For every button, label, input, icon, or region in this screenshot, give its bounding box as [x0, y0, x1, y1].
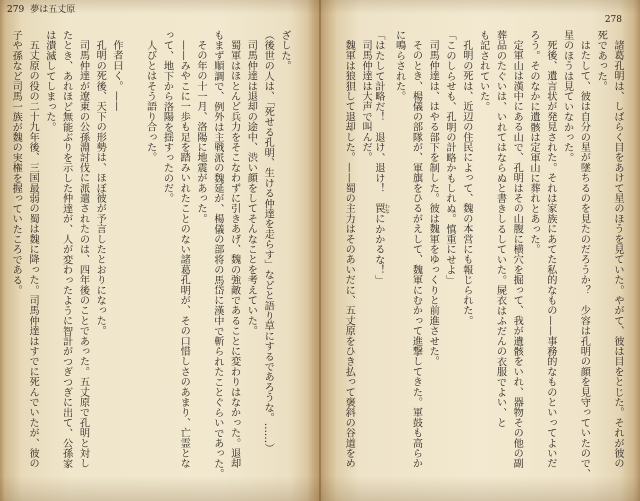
text-column: （後世の人は、「死せる孔明、生ける仲達を走らす」などと語り草にするであろうな。……） — [262, 30, 274, 454]
text-column: 孔明の死は、近辺の住民によって、魏の本営にも報じられた。 — [460, 40, 472, 326]
text-column: 人びとはそう語り合った。 — [144, 40, 156, 163]
text-column: 司馬仲達は退却の途中、渋い顔をしてそんなことを考えていた。 — [245, 40, 257, 336]
page-right-text — [339, 30, 625, 498]
page-number-right: 278 — [604, 15, 622, 25]
text-column: 諸葛孔明は、しばらく目をあけて星のほうを見ていた。やがて、彼は目をとじた。それが彼の — [612, 40, 623, 469]
ruby-word — [372, 203, 390, 214]
text-column: 死であった。 — [595, 30, 607, 92]
text-column: 「このしらせも、孔明の計略かもしれぬ。慎重にせよ」 — [444, 30, 456, 285]
running-head: 夢は五丈原 — [30, 5, 76, 15]
header-right — [605, 15, 622, 26]
text-column: 五丈原の役の二十九年後、三国最弱の蜀は魏に降った。司馬仲達はすでに死んでいたが、彼の — [27, 40, 39, 469]
text-column: も記されていた。 — [477, 30, 489, 112]
text-column: 子や孫など司馬一族が魏の実権を握っていたころである。 — [10, 30, 22, 296]
blank-line — [124, 30, 141, 498]
text-column: ——みやこに一歩も足を踏みいれたことのない諸葛孔明が、その口惜しさのあまり、亡霊とな — [178, 40, 190, 469]
text-segment: 「はたして計略だ！ 退け、退け！ — [372, 30, 384, 204]
ruby-reading: わな — [383, 203, 390, 214]
text-segment: にかかるな！」 — [372, 213, 384, 286]
text-column: 作者曰く。—— — [111, 40, 123, 112]
text-column: もまず順調で、例外は主戦派の魏延が、楊儀の部将の馬岱に漢中で斬られたことぐらいであった。 — [211, 30, 223, 479]
page-number-left: 279 — [7, 5, 25, 15]
text-column: ろう。そのなかに遺骸は定軍山に葬れとあった。 — [528, 30, 540, 255]
text-column: 死後、遺言状が発見された。それは家族にあてた私的なもの——事務的なものといってよいだ — [544, 40, 556, 469]
text-column: 司馬仲達は大声で叫んだ。 — [360, 40, 372, 163]
book-gutter — [319, 0, 321, 501]
text-column: たとき、あれほど無能ぶりを示した仲達が、人が変わったように智計がつぎつぎに出て、公孫家 — [60, 30, 72, 469]
text-column: 司馬仲達は、はやる部下を制した。彼は魏軍をゆっくりと前進させた。 — [427, 40, 439, 367]
text-column: 魏軍は狼狽して退却した。——蜀の主力はそのあいだに、五丈原をひき払って褒斜の谷道をめ — [343, 40, 355, 469]
text-column — [373, 30, 390, 498]
text-column: その年の十一月、洛陽に地震があった。 — [195, 40, 207, 224]
ruby-base: 罠 — [372, 203, 384, 214]
text-column: 定軍山は漢中にある山で、孔明はその山腹に横穴を掘って、我が遺骸をいれ、器物その他の副 — [511, 40, 523, 469]
text-column: 孔明の死後、天下の形勢は、ほぼ彼が予言したとおりになった。 — [94, 40, 106, 336]
text-column: 司馬仲達が遼東の公孫淵討伐に派遣されたのは、四年後のことであった。五丈原で孔明と対し — [77, 40, 89, 469]
text-column: って、地下から洛陽を揺すったのだ。 — [161, 30, 173, 204]
text-column: そのとき、楊儀の部隊が、軍旗をひるがえして、魏軍にむかって進撃してきた。軍鼓も高らか — [410, 40, 422, 469]
text-column: 蜀軍はほとんど兵力をそこなわずに引きあげ、魏の強敵であることに変わりはなかった。退却 — [228, 40, 240, 469]
text-column: 星のほうは見ていなかった。 — [561, 30, 573, 163]
text-column: 葬品のたぐいは、いれてはならぬと書きしるしていた。屍衣はふだんの衣服でよい、と — [494, 30, 506, 428]
page-left-text — [6, 30, 292, 498]
text-column: はたして、彼は自分の星が墜ちるのを見たのだろうか？ 少容は孔明の顔を見守っていたので、 — [578, 40, 590, 479]
text-column: は潰滅してしまった。 — [43, 30, 55, 132]
header-left — [7, 5, 75, 16]
text-column: に鳴らされた。 — [393, 30, 405, 102]
text-column: ざした。 — [279, 30, 290, 71]
